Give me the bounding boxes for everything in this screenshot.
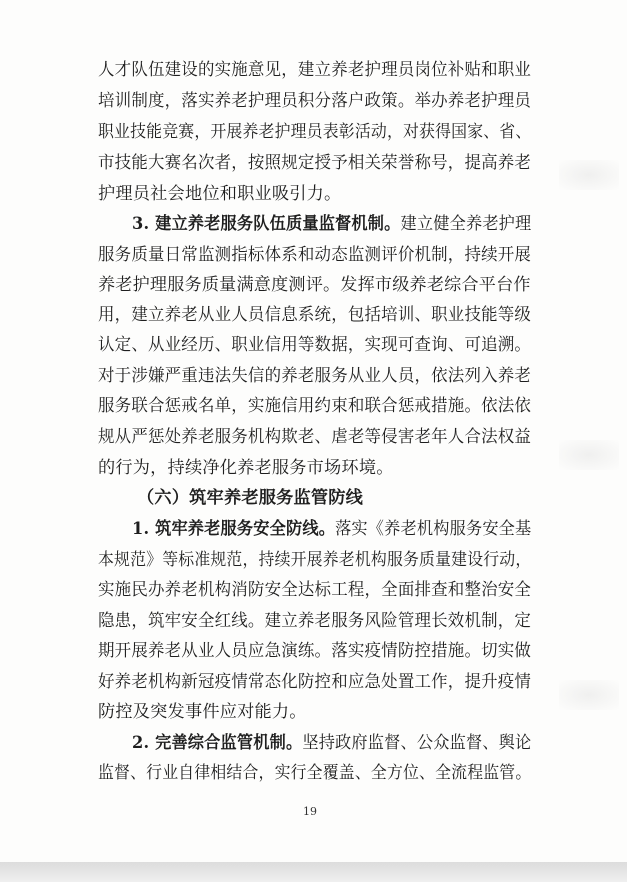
- subsection-heading: 1. 筑牢养老服务安全防线。: [132, 519, 336, 539]
- text-line: 本规范》等标准规范，持续开展养老机构服务质量建设行动，: [98, 550, 532, 570]
- text-line: 的行为，持续净化养老服务市场环境。: [98, 458, 394, 478]
- text-line: 监督、行业自律相结合，实行全覆盖、全方位、全流程监管。: [98, 763, 532, 783]
- text-line: 期开展养老从业人员应急演练。落实疫情防控措施。切实做: [98, 641, 532, 661]
- text-line: 实施民办养老机构消防安全达标工程，全面排查和整治安全: [98, 580, 532, 600]
- subsection-heading-line: 1. 筑牢养老服务安全防线。落实《养老机构服务安全基: [132, 519, 532, 539]
- text-line: 用，建立养老从业人员信息系统，包括培训、职业技能等级: [98, 305, 532, 325]
- text-line: 规从严惩处养老服务机构欺老、虐老等侵害老年人合法权益: [98, 427, 532, 447]
- page-bottom-shadow: [0, 862, 627, 882]
- section-heading: （六）筑牢养老服务监管防线: [137, 488, 364, 508]
- text-line: 好养老机构新冠疫情常态化防控和应急处置工作，提升疫情: [98, 672, 532, 692]
- text-line: 养老护理服务质量满意度测评。发挥市级养老综合平台作: [98, 275, 531, 295]
- text-line: 人才队伍建设的实施意见，建立养老护理员岗位补贴和职业: [98, 60, 532, 80]
- text-line: 职业技能竞赛，开展养老护理员表彰活动，对获得国家、省、: [98, 122, 532, 142]
- bleed-through-mark: [559, 440, 619, 470]
- subsection-heading: 3. 建立养老服务队伍质量监督机制。: [132, 214, 401, 234]
- text-line: 服务质量日常监测指标体系和动态监测评价机制，持续开展: [98, 245, 532, 265]
- text-line: 培训制度，落实养老护理员积分落户政策。举办养老护理员: [98, 91, 532, 111]
- subsection-heading-line: 3. 建立养老服务队伍质量监督机制。建立健全养老护理: [132, 214, 532, 234]
- page-number: 19: [303, 805, 317, 818]
- bleed-through-mark: [559, 160, 619, 190]
- bleed-through-mark: [559, 680, 619, 710]
- text-line: 隐患，筑牢安全红线。建立养老服务风险管理长效机制，定: [98, 611, 532, 631]
- subsection-heading-line: 2. 完善综合监管机制。坚持政府监督、公众监督、舆论: [132, 733, 532, 753]
- text-line: 服务联合惩戒名单，实施信用约束和联合惩戒措施。依法依: [98, 396, 532, 416]
- text-line: 市技能大赛名次者，按照规定授予相关荣誉称号，提高养老: [98, 153, 532, 173]
- text-line: 对于涉嫌严重违法失信的养老服务从业人员，依法列入养老: [98, 366, 532, 386]
- text-line: 护理员社会地位和职业吸引力。: [98, 184, 342, 204]
- text-line: 认定、从业经历、职业信用等数据，实现可查询、可追溯。: [98, 335, 532, 355]
- text-line: 防控及突发事件应对能力。: [98, 702, 307, 722]
- section-heading-line: [137, 488, 363, 508]
- subsection-heading: 2. 完善综合监管机制。: [132, 733, 303, 753]
